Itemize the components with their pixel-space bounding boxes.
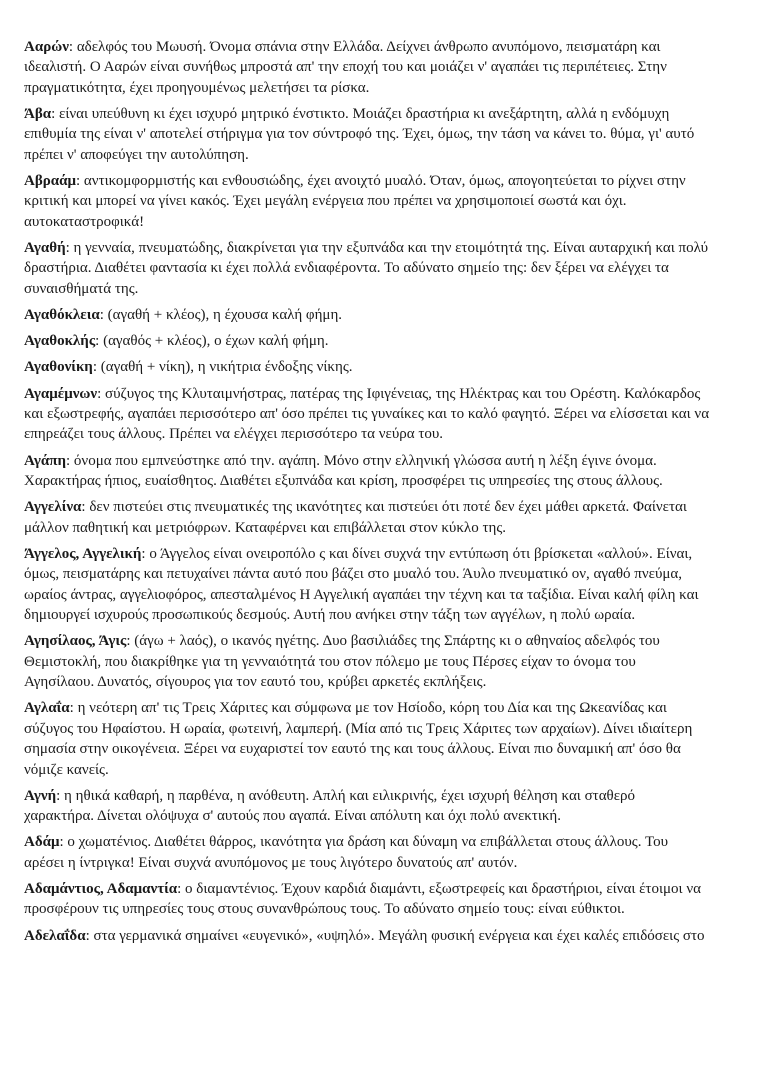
entry-text: επηρεάζει τους άλλους. Πρέπει να ελέγχει περισσότερο τα νεύρα του. xyxy=(24,426,444,443)
entry-text: προσφέρουν τις υπηρεσίες τους στους συνανθρώπους τους. Το αδύνατο σημείο τους: είναι εύθικτοι. xyxy=(24,901,625,918)
entry-text: όμως, πεισματάρης και πετυχαίνει πάντα αυτό που βάζει στο μυαλό του. Άυλο πνευματικό ον, αγαθό πνεύμα, xyxy=(24,566,683,583)
name-entry xyxy=(24,104,754,165)
entry-term: Αγγελίνα xyxy=(24,499,82,516)
entry-text: νόμιζε κανείς. xyxy=(24,761,109,778)
name-entry xyxy=(24,544,754,626)
entry-text: : αδελφός του Μωυσή. Όνομα σπάνια στην Ελλάδα. Δείχνει άνθρωπο ανυπόμονο, πεισματάρη και xyxy=(68,39,661,55)
name-entry xyxy=(24,497,754,538)
entry-line xyxy=(24,786,754,806)
name-entry xyxy=(24,926,754,946)
entry-line xyxy=(24,331,754,351)
entry-line xyxy=(24,305,754,325)
entry-text: : ο διαμαντένιος. Έχουν καρδιά διαμάντι, εξωστρεφείς και δραστήριοι, είναι έτοιμοι να xyxy=(177,880,701,897)
name-entry xyxy=(24,832,754,873)
entry-text: μάλλον παθητική και μετριόφρων. Καταφέρνει και επιβάλλεται στον κύκλο της. xyxy=(24,519,507,536)
entry-term: Αβραάμ xyxy=(24,173,77,190)
entry-text: : ο χωματένιος. Διαθέτει θάρρος, ικανότητα για δράση και δύναμη να επιβάλλεται στους άλλους. Του xyxy=(59,834,669,851)
entry-text: : (άγω + λαός), ο ικανός ηγέτης. Δυο βασιλιάδες της Σπάρτης κι ο αθηναίος αδελφός του xyxy=(126,633,660,650)
name-entry xyxy=(24,786,754,827)
entry-line xyxy=(24,171,754,191)
entry-text: : δεν πιστεύει στις πνευματικές της ικανότητες και πιστεύει ότι ποτέ δεν έχει μάθει αρκετά. Φαίνεται xyxy=(81,499,687,516)
entry-text: επιθυμία της είναι ν' αποτελεί στήριγμα για τον σύντροφό της. Έχει, όμως, την τάση να κάνει το. θύμα, γι' αυτό xyxy=(24,126,695,143)
entry-text: : η νεότερη απ' τις Τρεις Χάριτες και σύμφωνα με τον Ησίοδο, κόρη του Δία και της Ωκεανίδας και xyxy=(69,700,667,717)
entry-term: Αγαθόκλεια xyxy=(24,307,100,324)
entry-text: : ο Άγγελος είναι ονειροπόλο ς και δίνει συχνά την εντύπωση ότι βρίσκεται «αλλού». Είναι, xyxy=(141,545,693,562)
entry-term: Ααρών xyxy=(24,39,69,55)
entry-term: Αγαθονίκη xyxy=(24,359,93,376)
entry-line xyxy=(24,124,754,144)
document-page xyxy=(24,37,754,952)
entry-text: : (αγαθός + κλέος), ο έχων καλή φήμη. xyxy=(95,333,329,350)
entry-line xyxy=(24,926,754,946)
entry-line xyxy=(24,104,754,124)
entry-line xyxy=(24,719,754,739)
entry-line xyxy=(24,899,754,919)
entry-text: Θεμιστοκλή, που διακρίθηκε για τη γενναιότητά του στον πόλεμο με τους Πέρσες είχαν το όνομα του xyxy=(24,653,636,670)
entry-line xyxy=(24,879,754,899)
entry-line xyxy=(24,564,754,584)
entry-text: : στα γερμανικά σημαίνει «ευγενικό», «υψηλό». Μεγάλη φυσική ενέργεια και έχει καλές επιδόσεις στο xyxy=(85,927,705,944)
entry-line xyxy=(24,238,754,258)
entry-line xyxy=(24,37,754,57)
entry-term: Αγαθοκλής xyxy=(24,333,96,350)
entry-term: Αγάπη xyxy=(24,452,67,469)
entry-text: δραστήρια. Διαθέτει φαντασία κι έχει πολλά ενδιαφέροντα. Το αδύνατο σημείο της: δεν ξέρει να ελέγχει τα xyxy=(24,260,669,277)
entry-text: συναισθήματά της. xyxy=(24,280,139,297)
entry-text: : σύζυγος της Κλυταιμνήστρας, πατέρας της Ιφιγένειας, της Ηλέκτρας και του Ορέστη. Καλόκαρδος xyxy=(97,385,701,402)
entry-term: Αδελαΐδα xyxy=(24,927,86,944)
entry-text: χαρακτήρα. Δίνεται ολόψυχα σ' αυτούς που αγαπά. Είναι απόλυτη και όχι πολύ ανεκτική. xyxy=(24,808,562,825)
entry-line xyxy=(24,739,754,759)
entry-text: Χαρακτήρας ήπιος, ευαίσθητος. Διαθέτει εξυπνάδα και κρίση, προσφέρει τις υπηρεσίες της στους άλλους. xyxy=(24,473,663,490)
entry-line xyxy=(24,631,754,651)
name-entry xyxy=(24,357,754,377)
entry-line xyxy=(24,384,754,404)
entry-line xyxy=(24,279,754,299)
entry-line xyxy=(24,424,754,444)
entry-text: πραγματικότητα, έχει προηγουμένως μελετήσει τα ρίσκα. xyxy=(24,79,370,96)
entry-line xyxy=(24,497,754,517)
entry-line xyxy=(24,832,754,852)
entry-text: αυτοκαταστροφικά! xyxy=(24,213,145,230)
entry-line xyxy=(24,57,754,77)
entry-text: κριτική και μπορεί να γίνει κακός. Έχει μεγάλη ενέργεια που πρέπει να χρησιμοποιεί σωστά και όχι. xyxy=(24,193,627,210)
entry-line xyxy=(24,78,754,98)
entry-term: Αδαμάντιος, Αδαμαντία xyxy=(24,880,178,897)
entry-line xyxy=(24,191,754,211)
entry-term: Αγησίλαος, Άγις xyxy=(24,633,127,650)
entry-text: : αντικομφορμιστής και ενθουσιώδης, έχει ανοιχτό μυαλό. Όταν, όμως, απογοητεύεται το ρίχνει στην xyxy=(76,173,686,190)
entry-term: Αγλαΐα xyxy=(24,700,70,717)
entry-text: πρέπει ν' αποφεύγει την αυτολύπηση. xyxy=(24,146,249,163)
entry-term: Αγαμέμνων xyxy=(24,385,98,402)
entry-text: σύζυγος του Ηφαίστου. Η ωραία, φωτεινή, λαμπερή. (Μία από τις Τρεις Χάριτες των αρχαίων). Δίνει ιδιαίτερη xyxy=(24,720,693,737)
name-entry xyxy=(24,171,754,232)
entry-line xyxy=(24,258,754,278)
entry-text: αρέσει η ίντριγκα! Είναι συχνά ανυπόμονος με τους λιγότερο δυνατούς απ' αυτόν. xyxy=(24,854,518,871)
name-entry xyxy=(24,879,754,920)
entry-line xyxy=(24,145,754,165)
entry-term: Άγγελος, Αγγελική xyxy=(24,545,142,562)
name-entry xyxy=(24,631,754,692)
entry-line xyxy=(24,672,754,692)
name-entry xyxy=(24,305,754,325)
entry-text: : είναι υπεύθυνη κι έχει ισχυρό μητρικό ένστικτο. Μοιάζει δραστήρια κι ανεξάρτητη, αλλά η ενδόμυχη xyxy=(51,106,670,123)
entry-text: ωραίος άντρας, αγγελιοφόρος, απεσταλμένος Η Αγγελική αγαπάει την τέχνη και τα ταξίδια. Είναι καλή φίλη και xyxy=(24,586,699,603)
entry-text: : (αγαθή + κλέος), η έχουσα καλή φήμη. xyxy=(99,307,343,324)
entry-text: Αγησίλαου. Δυνατός, σίγουρος για τον εαυτό του, κρύβει αρκετές εκπλήξεις. xyxy=(24,674,487,691)
entry-text: : η ηθικά καθαρή, η παρθένα, η ανόθευτη. Απλή και ειλικρινής, έχει ισχυρή θέληση και σταθερό xyxy=(56,787,636,804)
entry-line xyxy=(24,471,754,491)
entry-term: Άβα xyxy=(24,106,52,123)
entry-line xyxy=(24,806,754,826)
entry-text: ιδεαλιστή. Ο Ααρών είναι συνήθως μπροστά απ' την εποχή του και μοιάζει ν' αγαπάει τις περιπέτειες. Στην xyxy=(24,59,667,76)
name-entry xyxy=(24,331,754,351)
entry-line xyxy=(24,585,754,605)
name-entry xyxy=(24,451,754,492)
entry-text: σημασία στην οικογένεια. Ξέρει να ευχαριστεί τον εαυτό της και τους άλλους. Είναι πιο δυναμική απ' όσο θα xyxy=(24,741,681,758)
entry-line xyxy=(24,212,754,232)
entry-line xyxy=(24,357,754,377)
name-entry xyxy=(24,384,754,445)
entry-line xyxy=(24,605,754,625)
name-entry xyxy=(24,37,754,98)
entry-line xyxy=(24,518,754,538)
entry-term: Αγαθή xyxy=(24,240,66,257)
entry-line xyxy=(24,451,754,471)
entry-text: και εξωστρεφής, αγαπάει περισσότερο απ' όσο πρέπει τις γυναίκες και το καλό φαγητό. Ξέρει να ελίσσεται και να xyxy=(24,406,710,423)
entry-text: δημιουργεί ισχυρούς προσωπικούς δεσμούς. Αυτή που ανήκει στην τάξη των αγγέλων, η πολύ ωραία. xyxy=(24,607,636,624)
entry-line xyxy=(24,698,754,718)
entry-line xyxy=(24,544,754,564)
entry-line xyxy=(24,404,754,424)
entry-line xyxy=(24,760,754,780)
entry-term: Αδάμ xyxy=(24,834,60,851)
entry-text: : η γενναία, πνευματώδης, διακρίνεται για την εξυπνάδα και την ετοιμότητά της. Είναι αυταρχική και πολύ xyxy=(65,240,709,257)
entry-text: : όνομα που εμπνεύστηκε από την. αγάπη. Μόνο στην ελληνική γλώσσα αυτή η λέξη έγινε όνομα. xyxy=(66,452,657,469)
entry-term: Αγνή xyxy=(24,787,57,804)
entry-line xyxy=(24,652,754,672)
name-entry xyxy=(24,698,754,780)
entry-text: : (αγαθή + νίκη), η νικήτρια ένδοξης νίκης. xyxy=(92,359,353,376)
entry-line xyxy=(24,853,754,873)
name-entry xyxy=(24,238,754,299)
